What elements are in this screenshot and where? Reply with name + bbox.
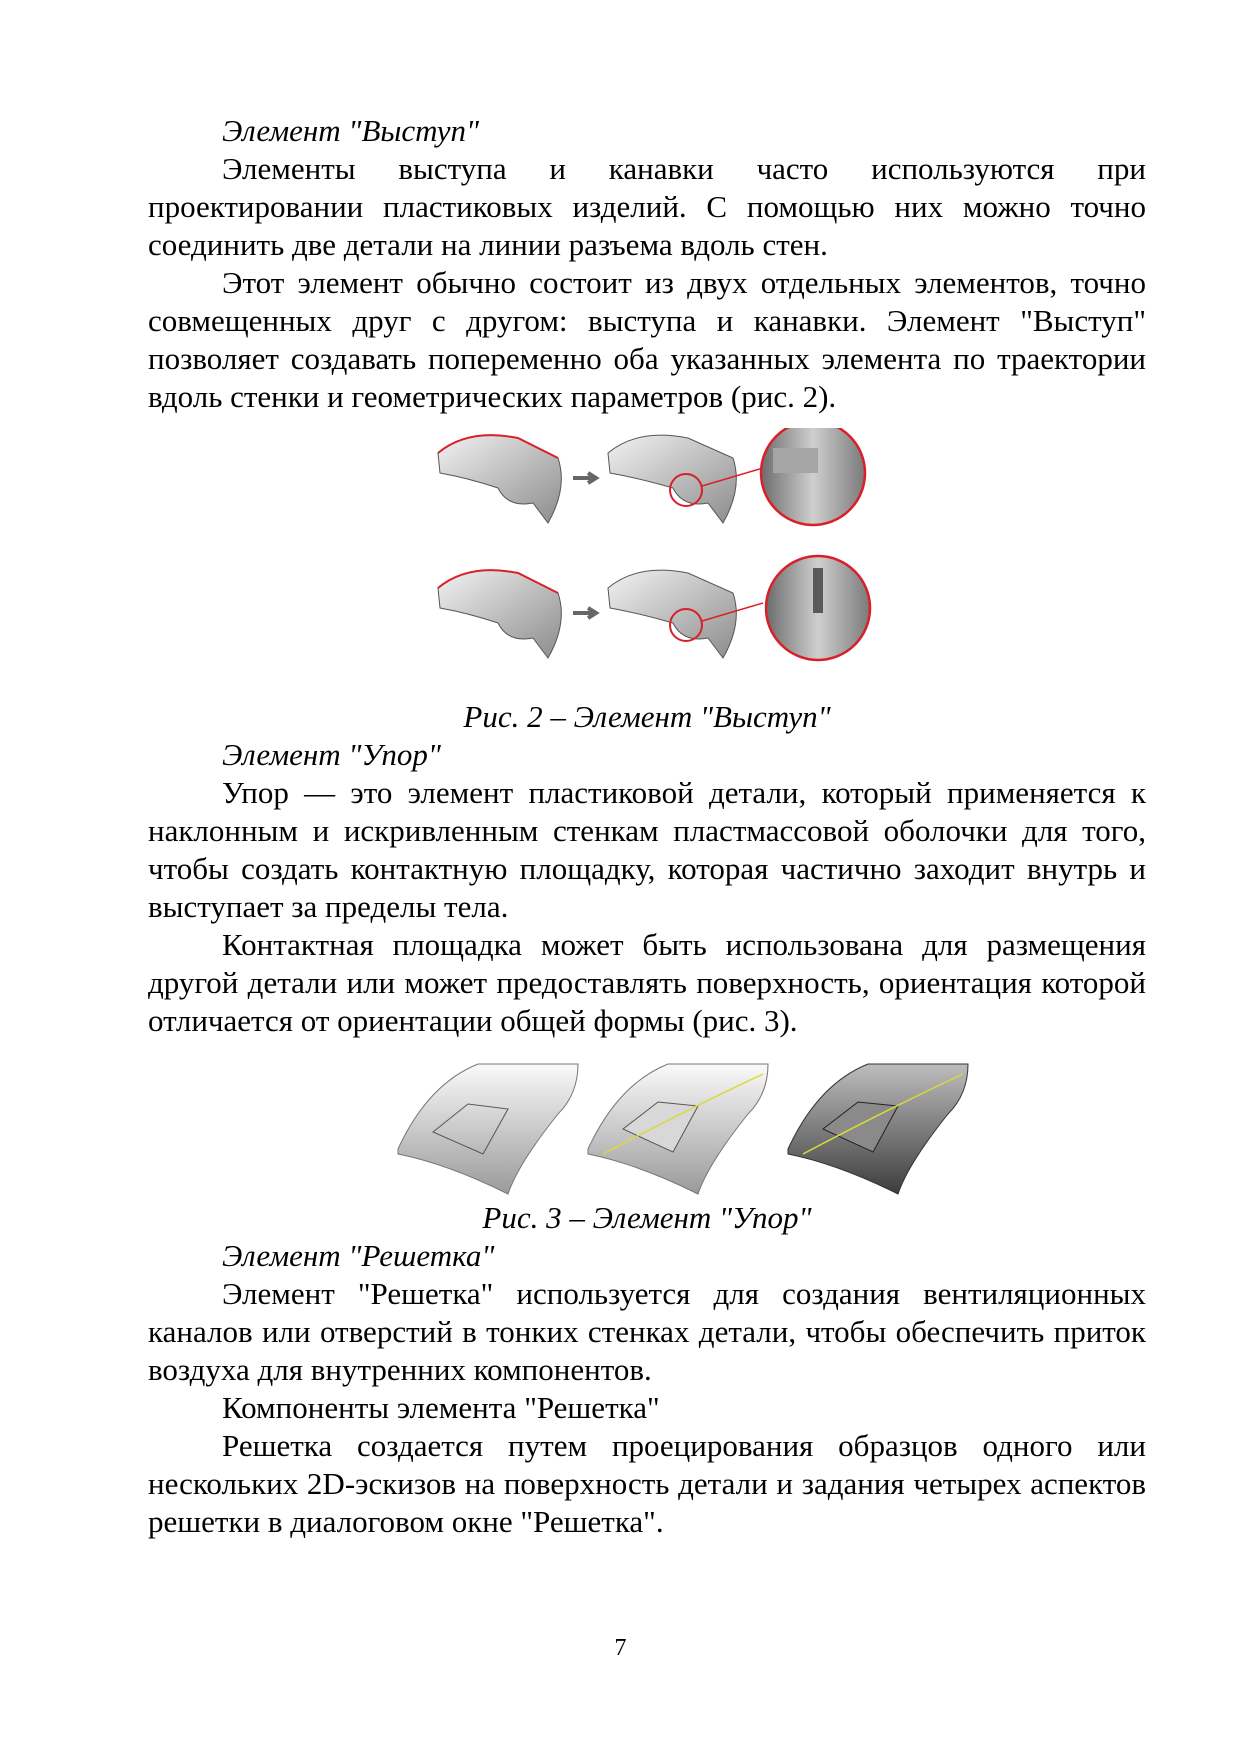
paragraph-boss-1: Элементы выступа и канавки часто используются при проектировании пластиковых изделий. С помощью них можно точно соединить две детали на линии разъема вдоль стен.	[148, 151, 1146, 262]
figure-3-rest	[388, 1054, 1008, 1199]
page-number: 7	[614, 1635, 627, 1661]
section-heading-boss: Элемент "Выступ"	[222, 113, 480, 148]
section-heading-grill: Элемент "Решетка"	[222, 1238, 495, 1273]
paragraph-grill-2: Компоненты элемента "Решетка"	[222, 1390, 660, 1425]
arrow-icon	[573, 473, 596, 483]
rest-shell-pad	[588, 1064, 768, 1194]
rest-illustration	[388, 1054, 1008, 1199]
paragraph-rest-1: Упор — это элемент пластиковой детали, который применяется к наклонным и искривленным стенкам пластмассовой оболочки для того, чтобы создать контактную площадку, которая частично заходит внутрь и выступает за пределы тела.	[148, 775, 1146, 924]
arrow-icon	[573, 608, 596, 618]
rest-shell-dark	[788, 1064, 968, 1194]
paragraph-grill-1: Элемент "Решетка" используется для создания вентиляционных каналов или отверстий в тонких стенках детали, чтобы обеспечить приток воздуха для внутренних компонентов.	[148, 1276, 1146, 1387]
section-heading-rest: Элемент "Упор"	[222, 737, 441, 772]
rest-shell-plain	[398, 1064, 578, 1194]
paragraph-boss-2: Этот элемент обычно состоит из двух отдельных элементов, точно совмещенных друг с другом: выступа и канавки. Элемент "Выступ" позволяет создавать попеременно оба указанных элемента по траектории вдоль стенки и геометрических параметров (рис. 2).	[148, 265, 1146, 414]
figure-2-caption: Рис. 2 – Элемент "Выступ"	[463, 699, 831, 734]
figure-3-caption: Рис. 3 – Элемент "Упор"	[482, 1200, 812, 1235]
figure-2-boss	[428, 428, 948, 698]
boss-detail-zoom-2	[766, 556, 870, 660]
boss-part-before-1	[438, 435, 561, 523]
boss-part-after-2	[608, 570, 763, 658]
boss-detail-zoom-1	[761, 428, 865, 525]
page-content	[148, 112, 1146, 1541]
paragraph-grill-3: Решетка создается путем проецирования образцов одного или нескольких 2D-эскизов на поверхность детали и задания четырех аспектов решетки в диалоговом окне "Решетка".	[148, 1428, 1146, 1539]
paragraph-rest-2: Контактная площадка может быть использована для размещения другой детали или может предоставлять поверхность, ориентация которой отличается от ориентации общей формы (рис. 3).	[148, 927, 1146, 1038]
boss-part-after-1	[608, 435, 763, 523]
boss-illustration	[428, 428, 948, 698]
boss-part-before-2	[438, 570, 561, 658]
